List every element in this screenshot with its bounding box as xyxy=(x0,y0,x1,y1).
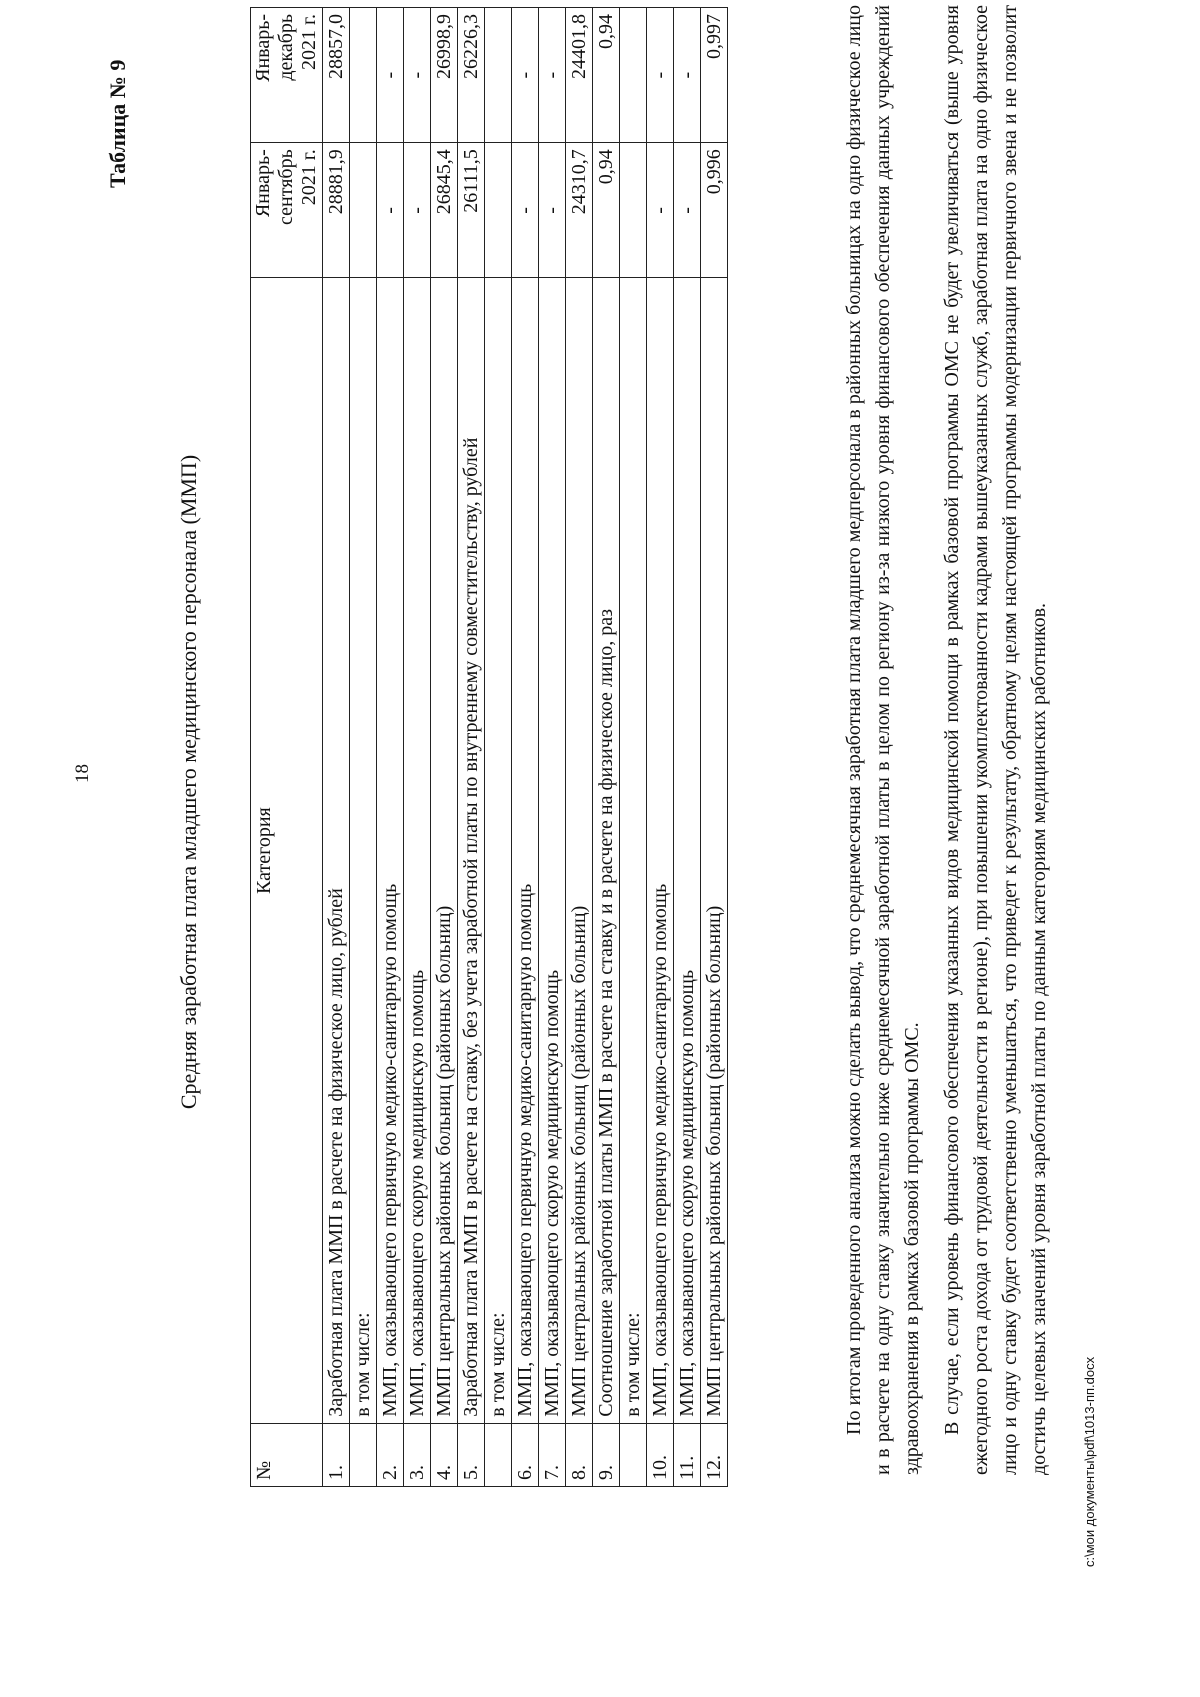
row-value-jan-dec xyxy=(620,8,647,143)
page-number: 18 xyxy=(72,764,93,783)
row-category: ММП, оказывающего скорую медицинскую помощь xyxy=(404,278,431,1423)
row-num: 9. xyxy=(593,1423,620,1486)
row-num: 7. xyxy=(539,1423,566,1486)
row-value-jan-sep: 0,996 xyxy=(701,143,728,278)
row-value-jan-dec: 28857,0 xyxy=(323,8,350,143)
row-value-jan-sep: - xyxy=(404,143,431,278)
row-value-jan-sep: - xyxy=(674,143,701,278)
conclusion-paragraph: По итогам проведенного анализа можно сделать вывод, что среднемесячная заработная плата младшего медперсонала в районных больницах на одно физическое лицо и в расчете на одну ставку значительно ниже среднемесячной заработной платы в целом по региону из-за низкого уровня финансового обеспечения данных учреждений здравоохранения в рамках базовой программы ОМС. xyxy=(843,5,923,1475)
table-header-row xyxy=(251,8,323,1487)
row-num xyxy=(620,1423,647,1486)
row-value-jan-sep: 0,94 xyxy=(593,143,620,278)
row-category: ММП, оказывающего скорую медицинскую помощь xyxy=(674,278,701,1423)
row-category: Заработная плата ММП в расчете на ставку, без учета заработной платы по внутреннему совместительству, рублей xyxy=(458,278,485,1423)
table-row xyxy=(323,8,350,1487)
row-category: в том числе: xyxy=(485,278,512,1423)
row-value-jan-dec: 26998,9 xyxy=(431,8,458,143)
row-value-jan-sep: - xyxy=(539,143,566,278)
row-value-jan-dec: 0,997 xyxy=(701,8,728,143)
row-value-jan-sep xyxy=(620,143,647,278)
row-num: 4. xyxy=(431,1423,458,1486)
row-value-jan-sep: 26845,4 xyxy=(431,143,458,278)
row-category: ММП, оказывающего первичную медико-санитарную помощь xyxy=(647,278,674,1423)
row-value-jan-sep: - xyxy=(377,143,404,278)
row-value-jan-sep: - xyxy=(512,143,539,278)
header-num: № xyxy=(251,1423,323,1486)
row-value-jan-sep: 24310,7 xyxy=(566,143,593,278)
row-category: в том числе: xyxy=(350,278,377,1423)
row-num: 1. xyxy=(323,1423,350,1486)
footer-file-path: c:\мои документы\pdf\1013-пп.docx xyxy=(1082,1356,1097,1567)
header-category: Категория xyxy=(251,278,323,1423)
row-num: 6. xyxy=(512,1423,539,1486)
row-category: ММП, оказывающего первичную медико-санитарную помощь xyxy=(377,278,404,1423)
table-row xyxy=(701,8,728,1487)
table-row xyxy=(512,8,539,1487)
header-jan-dec-2021: Январь- декабрь 2021 г. xyxy=(251,8,323,143)
row-value-jan-dec xyxy=(485,8,512,143)
table-row xyxy=(458,8,485,1487)
row-category: ММП, оказывающего первичную медико-санитарную помощь xyxy=(512,278,539,1423)
row-num: 11. xyxy=(674,1423,701,1486)
table-row xyxy=(377,8,404,1487)
row-num: 3. xyxy=(404,1423,431,1486)
table-row xyxy=(485,8,512,1487)
table-row xyxy=(647,8,674,1487)
table-row xyxy=(566,8,593,1487)
row-value-jan-dec: - xyxy=(404,8,431,143)
table-title: Средняя заработная плата младшего медицинского персонала (ММП) xyxy=(176,454,201,1110)
row-value-jan-dec: - xyxy=(377,8,404,143)
table-row xyxy=(350,8,377,1487)
row-value-jan-sep: 26111,5 xyxy=(458,143,485,278)
table-row xyxy=(674,8,701,1487)
row-category: Соотношение заработной платы ММП в расчете на ставку и в расчете на физическое лицо, раз xyxy=(593,278,620,1423)
row-category: Заработная плата ММП в расчете на физическое лицо, рублей xyxy=(323,278,350,1423)
row-value-jan-sep: 28881,9 xyxy=(323,143,350,278)
row-category: ММП центральных районных больниц (районных больниц) xyxy=(566,278,593,1423)
scenario-paragraph: В случае, если уровень финансового обеспечения указанных видов медицинской помощи в рамках базовой программы ОМС не будет увеличиваться (выше уровня ежегодного роста дохода от трудовой деятельности в регионе), при повышении укомплектованности кадрами вышеуказанных служб, заработная плата на одно физическое лицо и одну ставку будет соответственно уменьшаться, что приведет к результату, обратному целям настоящей программы модернизации первичного звена и не позволит достичь целевых значений уровня заработной платы по данным категориям медицинских работников. xyxy=(941,5,1050,1475)
row-value-jan-dec: - xyxy=(512,8,539,143)
row-category: в том числе: xyxy=(620,278,647,1423)
table-row xyxy=(404,8,431,1487)
row-num: 2. xyxy=(377,1423,404,1486)
table-label: Таблица № 9 xyxy=(105,59,130,188)
row-value-jan-dec: 24401,8 xyxy=(566,8,593,143)
row-num xyxy=(485,1423,512,1486)
row-num: 10. xyxy=(647,1423,674,1486)
table-row xyxy=(539,8,566,1487)
row-value-jan-dec: 26226,3 xyxy=(458,8,485,143)
table-row xyxy=(431,8,458,1487)
row-num: 5. xyxy=(458,1423,485,1486)
row-category: ММП центральных районных больниц (районных больниц) xyxy=(701,278,728,1423)
row-value-jan-sep xyxy=(350,143,377,278)
row-value-jan-dec: - xyxy=(647,8,674,143)
row-value-jan-dec: - xyxy=(539,8,566,143)
salary-table xyxy=(250,7,728,1487)
row-num: 12. xyxy=(701,1423,728,1486)
row-value-jan-dec: - xyxy=(674,8,701,143)
table-row xyxy=(620,8,647,1487)
row-num xyxy=(350,1423,377,1486)
header-jan-sep-2021: Январь- сентябрь 2021 г. xyxy=(251,143,323,278)
row-value-jan-dec: 0,94 xyxy=(593,8,620,143)
row-category: ММП, оказывающего скорую медицинскую помощь xyxy=(539,278,566,1423)
row-category: ММП центральных районных больниц (районных больниц) xyxy=(431,278,458,1423)
row-num: 8. xyxy=(566,1423,593,1486)
table-row xyxy=(593,8,620,1487)
row-value-jan-dec xyxy=(350,8,377,143)
row-value-jan-sep xyxy=(485,143,512,278)
row-value-jan-sep: - xyxy=(647,143,674,278)
